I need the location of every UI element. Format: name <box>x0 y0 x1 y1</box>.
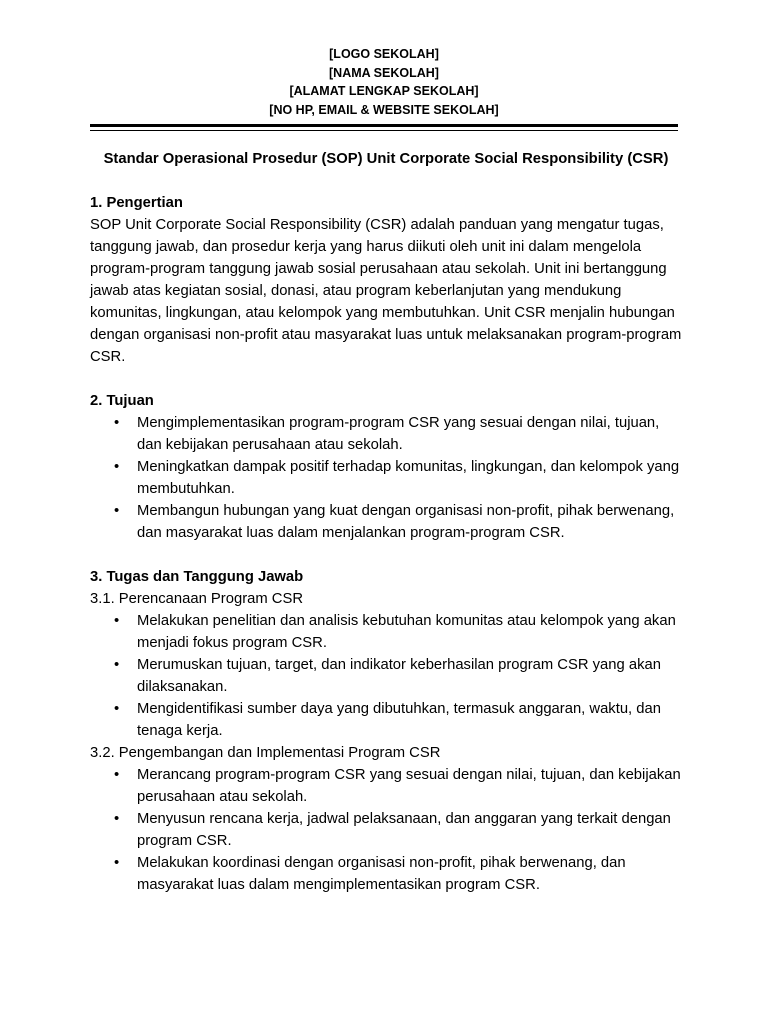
section-heading-tugas: 3. Tugas dan Tanggung Jawab <box>90 569 304 585</box>
school-logo-placeholder: [LOGO SEKOLAH] <box>329 47 439 61</box>
letterhead-divider-thin <box>90 130 678 131</box>
bullet-icon: • <box>114 855 120 871</box>
perencanaan-list <box>90 610 682 742</box>
list-item: • Meningkatkan dampak positif terhadap komunitas, lingkungan, dan kelompok yang membutuhkan. <box>137 456 682 500</box>
school-name-placeholder: [NAMA SEKOLAH] <box>329 65 439 80</box>
letterhead <box>0 45 768 119</box>
list-item: • Membangun hubungan yang kuat dengan organisasi non-profit, pihak berwenang, dan masyarakat luas dalam menjalankan program-program CSR. <box>137 500 682 544</box>
bullet-icon: • <box>114 503 120 519</box>
bullet-icon: • <box>114 811 120 827</box>
list-item: • Menyusun rencana kerja, jadwal pelaksanaan, dan anggaran yang terkait dengan program CSR. <box>137 808 682 852</box>
letterhead-divider-thick <box>90 124 678 127</box>
bullet-icon: • <box>114 657 120 673</box>
subheading-perencanaan: 3.1. Perencanaan Program CSR <box>90 591 304 607</box>
bullet-icon: • <box>114 459 120 475</box>
section-heading-pengertian: 1. Pengertian <box>90 195 183 211</box>
bullet-icon: • <box>114 767 120 783</box>
subheading-implementasi: 3.2. Pengembangan dan Implementasi Program CSR <box>90 745 441 761</box>
section-paragraph-pengertian: SOP Unit Corporate Social Responsibility (CSR) adalah panduan yang mengatur tugas, tanggung jawab, dan prosedur kerja yang harus diikuti oleh unit ini dalam mengelola program-program tanggung jawab sosial perusahaan atau sekolah. Unit ini bertanggung jawab atas kegiatan sosial, donasi, atau program keberlanjutan yang mendukung komunitas, lingkungan, atau kelompok yang membutuhkan. Unit CSR menjalin hubungan dengan organisasi non-profit atau masyarakat luas untuk melaksanakan program-program CSR. <box>90 217 682 365</box>
document-title: Standar Operasional Prosedur (SOP) Unit Corporate Social Responsibility (CSR) <box>103 151 669 167</box>
school-contact-placeholder: [NO HP, EMAIL & WEBSITE SEKOLAH] <box>269 102 499 117</box>
school-address-placeholder: [ALAMAT LENGKAP SEKOLAH] <box>289 84 479 98</box>
bullet-icon: • <box>114 415 120 431</box>
list-item: • Merancang program-program CSR yang sesuai dengan nilai, tujuan, dan kebijakan perusahaan atau sekolah. <box>137 764 682 808</box>
list-item: • Mengimplementasikan program-program CSR yang sesuai dengan nilai, tujuan, dan kebijakan perusahaan atau sekolah. <box>137 412 682 456</box>
bullet-icon: • <box>114 701 120 717</box>
list-item: • Merumuskan tujuan, target, dan indikator keberhasilan program CSR yang akan dilaksanakan. <box>137 654 682 698</box>
section-heading-tujuan: 2. Tujuan <box>90 393 154 409</box>
list-item: • Melakukan koordinasi dengan organisasi non-profit, pihak berwenang, dan masyarakat luas dalam mengimplementasikan program CSR. <box>137 852 682 896</box>
list-item: • Melakukan penelitian dan analisis kebutuhan komunitas atau kelompok yang akan menjadi fokus program CSR. <box>137 610 682 654</box>
implementasi-list <box>90 764 682 896</box>
document-body <box>90 148 682 896</box>
list-item: • Mengidentifikasi sumber daya yang dibutuhkan, termasuk anggaran, waktu, dan tenaga kerja. <box>137 698 682 742</box>
bullet-icon: • <box>114 613 120 629</box>
tujuan-list <box>90 412 682 544</box>
